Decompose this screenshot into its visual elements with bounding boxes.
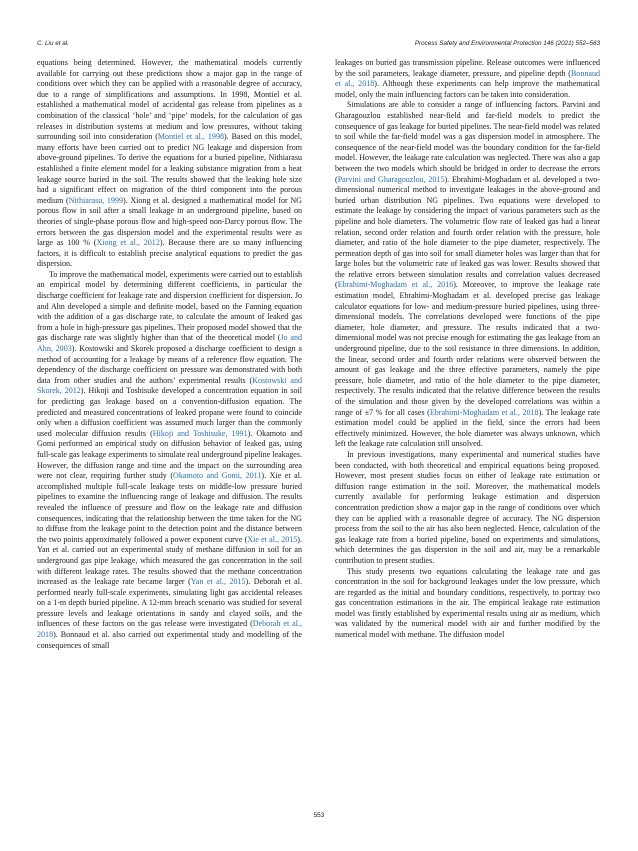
paragraph-text: ). Because there are so many influencing factors, it is difficult to establish precise analytical equations to predict the gas dispersion. bbox=[37, 238, 303, 269]
paragraph-text: ). Ebrahimi-Moghadam et al. developed a two-dimensional numerical method to investigate leakages in the above-ground and buried urban distribution NG pipelines. Two equations were developed to estimate the leakage by considering the impact of various parameters such as the pipeline and hole diameters. The volumetric flow rate of leaked gas had a linear relation, second order relation and fourth order relation with the pressure, hole diameter, and ratio of the hole diameter to the pipe diameter, respectively. The permeation depth of gas into soil for small diameter holes was larger than that for large holes but the volumetric rate of leaked gas was lower. Results showed that the relative errors between simulation results and correlation values decreased ( bbox=[335, 174, 600, 290]
citation-link[interactable]: Parvini and Gharagouzlou, 2015 bbox=[337, 174, 445, 184]
left-text-column bbox=[37, 58, 302, 651]
body-paragraph bbox=[37, 270, 302, 651]
paragraph-text: ). Xie et al. accomplished multiple full-scale leakage tests on middle-low pressure buried pipelines to examine the influencing range of leakage and diffusion. The results revealed the influence of pressure and flow on the leakage rate and diffusion consequences, indicating that the relationship between the time taken for the NG to diffuse from the leakage point to the detection point and the distance between the two points approximately followed a power exponent curve ( bbox=[37, 471, 302, 544]
header-journal: Process Safety and Environmental Protection 146 (2021) 552–563 bbox=[414, 40, 600, 47]
paragraph-text: In previous investigations, many experimental and numerical studies have been conducted, with both theoretical and empirical equations being proposed. However, most present studies focus on either of leakage rate estimation or diffusion range estimation in the soil. Moreover, the mathematical models currently available for performing leakage estimation and dispersion concentration prediction show a major gap in the range of conditions over which they can be applied with a reasonable degree of accuracy. The NG dispersion process from the soil to the air has also been neglected. Hence, calculation of the gas leakage rate from a buried pipeline, based on experiments and simulations, which determines the gas dispersion in the soil and air, may be a remarkable contribution to present studies. bbox=[335, 449, 600, 565]
paragraph-text: To improve the mathematical model, experiments were carried out to establish an empirical model by determining different coefficients, in particular the discharge coefficient for leakage rate and dispersion coefficient for dispersion. Jo and Ahn developed a simple and definite model, based on the Fanning equation with the addition of a gas discharge rate, to calculate the amount of leaked gas from a hole in high-pressure gas pipelines. Their proposed model showed that the gas discharge rate was slightly higher than that of the theoretical model ( bbox=[37, 269, 302, 343]
citation-link[interactable]: Kostowski and Skorek, 2012 bbox=[37, 375, 302, 396]
body-paragraph bbox=[335, 450, 600, 567]
body-paragraph bbox=[37, 58, 302, 270]
paragraph-text: ). Xiong et al. designed a mathematical model for NG porous flow in soil after a small leakage in an underground pipeline, based on theories of single-phase porous flow and high-speed non-Darcy porous flow. The errors between the gas dispersion model and the experimental results were as large as 100 % ( bbox=[37, 195, 302, 248]
header-authors: C. Liu et al. bbox=[37, 40, 69, 47]
paragraph-text: ). Moreover, to improve the leakage rate estimation model, Ebrahimi-Moghadam et al. developed precise gas leakage calculator equations for low- and medium-pressure buried pipelines, using three-dimensional models. The correlations developed were functions of the pipe diameter, hole diameter, and pressure. The results indicated that a two-dimensional model was not precise enough for estimating the gas leakage from an underground pipeline, due to the soil resistance in three dimensions. In addition, the linear, second order and fourth order relations were observed between the amount of gas leakage and the three effective parameters, namely the pipe pressure, hole diameter, and ratio of the hole diameter to the pipe diameter, respectively. The results indicated that the relative difference between the results of the simulation and those given by the developed correlations was within a range of ±7 % for all cases ( bbox=[335, 280, 600, 417]
paragraph-text: This study presents two equations calculating the leakage rate and gas concentration in the soil for background leakages under the low pressure, which are regarded as the initial and boundary conditions, respectively, to portray two gas concentration estimations in the air. The empirical leakage rate estimation model was firstly established by experimental results using air as medium, which was validated by the numerical model with air and further modified by the numerical model with methane. The diffusion model bbox=[335, 566, 600, 640]
citation-link[interactable]: Okamoto and Gomi, 2011 bbox=[173, 471, 262, 481]
citation-link[interactable]: Deborah et al., 2018 bbox=[37, 619, 302, 640]
body-paragraph bbox=[335, 58, 600, 100]
page-number: 553 bbox=[313, 812, 325, 819]
paragraph-text: ). The leakage rate estimation model could be applied in the field, since the errors had been effectively minimized. However, the hole diameter was always unknown, which left the leakage rate calculation still unsolved. bbox=[335, 407, 600, 449]
citation-link[interactable]: Nithiarasu, 1999 bbox=[68, 195, 124, 205]
citation-link[interactable]: Ebrahimi-Moghadam et al., 2018 bbox=[429, 407, 539, 417]
citation-link[interactable]: Montiel et al., 1998 bbox=[157, 132, 224, 142]
paragraph-text: ). Yan et al. carried out an experimental study of methane diffusion in soil for an underground gas pipe leakage, which measured the gas concentration in the soil with different leakage rates. The results showed that the methane concentration increased as the leakage rate became larger ( bbox=[37, 534, 302, 587]
running-header bbox=[37, 40, 600, 52]
right-text-column bbox=[335, 58, 600, 641]
citation-link[interactable]: Yan et al., 2015 bbox=[190, 577, 246, 587]
citation-link[interactable]: Xie et al., 2015 bbox=[247, 534, 298, 544]
paragraph-text: equations being determined. However, the mathematical models currently available for carrying out these predictions show a major gap in the range of conditions over which they can be applied with a reasonable degree of accuracy, due to a range of simplifications and assumptions. In 1998, Montiel et al. established a mathematical model of accidental gas release from pipelines as a combination of the classical ‘hole’ and ‘pipe’ models, for the calculation of gas releases in distribution systems at medium and low pressures, without taking surrounding soil into consideration ( bbox=[37, 58, 302, 142]
paragraph-text: ). Bonnaud et al. also carried out experimental study and modelling of the consequences of small bbox=[37, 630, 302, 650]
citation-link[interactable]: Ebrahimi-Moghadam et al., 2016 bbox=[337, 280, 454, 290]
paragraph-text: ). Hikoji and Toshisuke developed a concentration equation in soil for predicting gas leakage based on a convention-diffusion equation. The predicted and measured concentrations of leaked propane were found to coincide only when a diffusion coefficient was assumed much larger than the commonly used molecular diffusion results ( bbox=[37, 386, 302, 438]
paragraph-text: ). Okamoto and Gomi performed an empirical study on diffusion behavior of leaked gas, using full-scale gas leakage experiments to simulate real underground pipeline leakages. However, the diffusion range and time and the impact on the surrounding area were not clear, requiring further study ( bbox=[37, 428, 302, 481]
paragraph-text: leakages on buried gas transmission pipeline. Release outcomes were influenced by the soil parameters, leakage diameter, pressure, and pipeline depth ( bbox=[335, 58, 600, 78]
paragraph-text: ). Based on this model, many efforts have been carried out to predict NG leakage and dispersion from above-ground pipelines. To derive the equations for a buried pipeline, Nithiarasu established a finite element model for a leaking substance migration from a heat leakage source buried in the soil. The results showed that the leaking hole size had a significant effect on migration of the third component into the porous medium ( bbox=[37, 132, 302, 205]
citation-link[interactable]: Xiong et al., 2012 bbox=[96, 238, 160, 248]
body-paragraph bbox=[335, 100, 600, 450]
paragraph-text: ). Deborah et al. performed nearly full-scale experiments, simulating light gas accidental releases on a 1-m depth buried pipeline. A 12-mm breach scenario was studied for several pressure levels and leakage orientations in sandy and clayed soils, and the influences of these factors on the gas release were investigated ( bbox=[37, 577, 303, 629]
paragraph-text: ). Although these experiments can help improve the mathematical model, only the main influencing factors can be taken into consideration. bbox=[335, 79, 600, 99]
paragraph-text: Simulations are able to consider a range of influencing factors. Parvini and Gharagouzlou established near-field and far-field models to predict the consequence of gas leakage for buried pipelines. The near-field model was related to soil while the far-field model was a gas dispersion model in atmosphere. The consequence of the near-field model was the boundary condition for the far-field model. However, the leakage rate calculation was neglected. There was also a gap between the two models which should be bridged in order to decrease the errors ( bbox=[335, 100, 600, 184]
citation-link[interactable]: Hikoji and Toshisuke, 1991 bbox=[152, 428, 248, 438]
paragraph-text: ). Kostowski and Skorek proposed a discharge coefficient to design a method of accounting for a leakage by means of a reference flow equation. The dependency of the discharge coefficient on pressure was demonstrated with both data from other studies and the authors’ experimental results ( bbox=[37, 344, 302, 385]
body-paragraph bbox=[335, 567, 600, 641]
citation-link[interactable]: Bonnaud et al., 2018 bbox=[335, 68, 600, 89]
citation-link[interactable]: Jo and Ahn, 2003 bbox=[37, 333, 302, 354]
